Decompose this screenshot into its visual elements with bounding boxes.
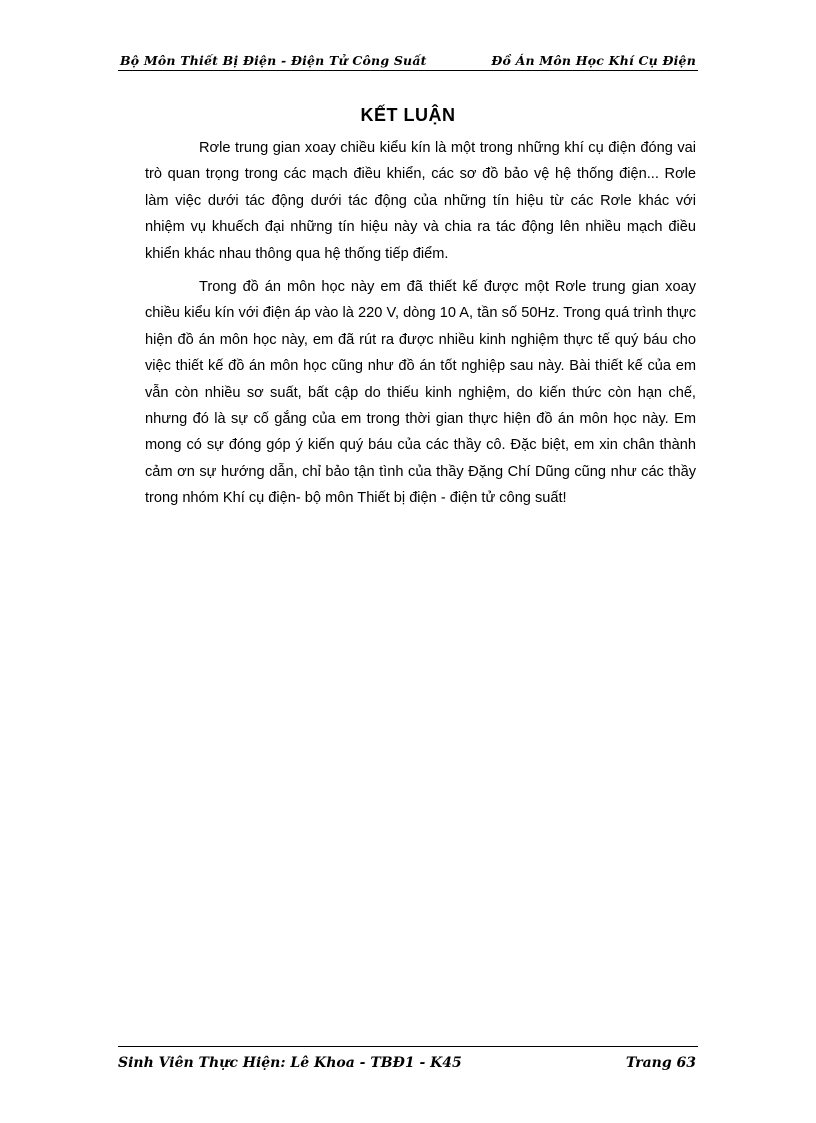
page-footer: [118, 1046, 698, 1075]
document-body: [145, 135, 696, 519]
paragraph-1: Rơle trung gian xoay chiều kiểu kín là một trong những khí cụ điện đóng vai trò quan trọng trong các mạch điều khiển, các sơ đồ bảo vệ hệ thống điện... Rơle làm việc dưới tác động dưới tác động của những tín hiệu từ các Rơle khác với nhiệm vụ khuếch đại những tín hiệu này và chia ra tác động lên nhiều mạch điều khiển khác nhau thông qua hệ thống tiếp điểm.: [145, 140, 696, 262]
page-header: [118, 52, 698, 71]
page-title: KẾT LUẬN: [360, 105, 456, 125]
header-department: Bộ Môn Thiết Bị Điện - Điện Tử Công Suất: [120, 53, 427, 68]
footer-author: Sinh Viên Thực Hiện: Lê Khoa - TBĐ1 - K45: [118, 1055, 462, 1071]
footer-page-number: Trang 63: [625, 1055, 696, 1071]
header-course: Đồ Án Môn Học Khí Cụ Điện: [491, 53, 696, 68]
paragraph-2: Trong đồ án môn học này em đã thiết kế được một Rơle trung gian xoay chiều kiểu kín với điện áp vào là 220 V, dòng 10 A, tần số 50Hz. Trong quá trình thực hiện đồ án môn học này, em đã rút ra được nhiều kinh nghiệm thực tế quý báu cho việc thiết kế đồ án môn học cũng như đồ án tốt nghiệp sau này. Bài thiết kế của em vẫn còn nhiều sơ suất, bất cập do thiếu kinh nghiệm, do kiến thức còn hạn chế, nhưng đó là sự cố gắng của em trong thời gian thực hiện đồ án môn học này. Em mong có sự đóng góp ý kiến quý báu của các thầy cô. Đặc biệt, em xin chân thành cảm ơn sự hướng dẫn, chỉ bảo tận tình của thầy Đặng Chí Dũng cũng như các thầy trong nhóm Khí cụ điện- bộ môn Thiết bị điện - điện tử công suất!: [145, 279, 696, 507]
